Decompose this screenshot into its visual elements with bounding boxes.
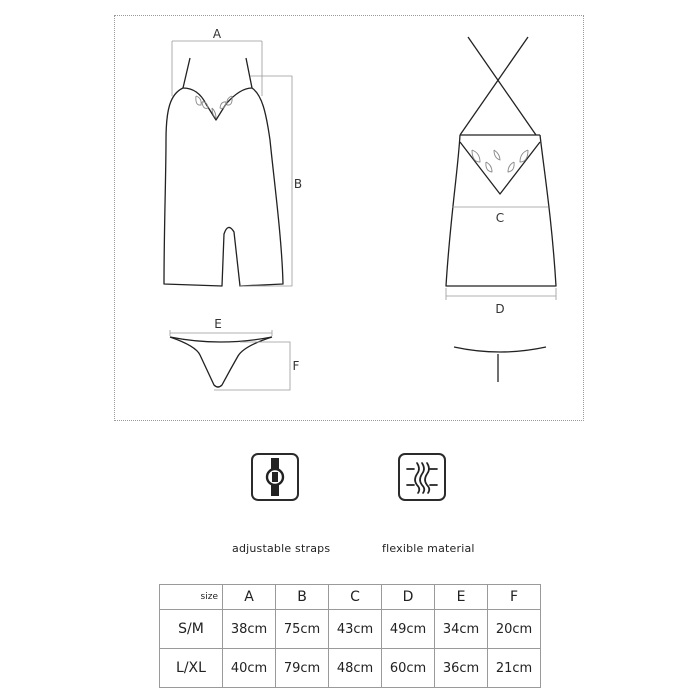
table-cell: 21cm <box>488 649 541 688</box>
dimension-label-f: F <box>292 359 300 373</box>
column-header: C <box>329 585 382 610</box>
size-table <box>159 584 541 688</box>
dimension-label-a: A <box>212 27 222 41</box>
size-header-cell: size <box>160 585 223 610</box>
back-thong-drawing <box>454 347 546 382</box>
front-chemise-drawing <box>164 41 292 286</box>
table-cell: 48cm <box>329 649 382 688</box>
column-header: E <box>435 585 488 610</box>
column-header: F <box>488 585 541 610</box>
dimension-label-b: B <box>293 177 303 191</box>
size-name-cell: L/XL <box>160 649 223 688</box>
table-cell: 34cm <box>435 610 488 649</box>
front-thong-drawing <box>170 330 290 390</box>
adjustable-straps-icon <box>251 453 299 501</box>
table-cell: 79cm <box>276 649 329 688</box>
table-cell: 43cm <box>329 610 382 649</box>
column-header: D <box>382 585 435 610</box>
dimension-label-c: C <box>495 211 505 225</box>
size-name-cell: S/M <box>160 610 223 649</box>
table-cell: 60cm <box>382 649 435 688</box>
table-cell: 20cm <box>488 610 541 649</box>
dimension-label-e: E <box>214 317 222 331</box>
flexible-material-icon <box>398 453 446 501</box>
table-cell: 36cm <box>435 649 488 688</box>
table-row <box>160 610 541 649</box>
table-cell: 75cm <box>276 610 329 649</box>
column-header: A <box>223 585 276 610</box>
table-cell: 40cm <box>223 649 276 688</box>
back-chemise-drawing <box>446 37 556 300</box>
adjustable-straps-label: adjustable straps <box>232 542 331 555</box>
dimension-label-d: D <box>495 302 505 316</box>
size-table-header-row <box>160 585 541 610</box>
table-row <box>160 649 541 688</box>
table-cell: 38cm <box>223 610 276 649</box>
column-header: B <box>276 585 329 610</box>
table-cell: 49cm <box>382 610 435 649</box>
flexible-material-label: flexible material <box>382 542 475 555</box>
